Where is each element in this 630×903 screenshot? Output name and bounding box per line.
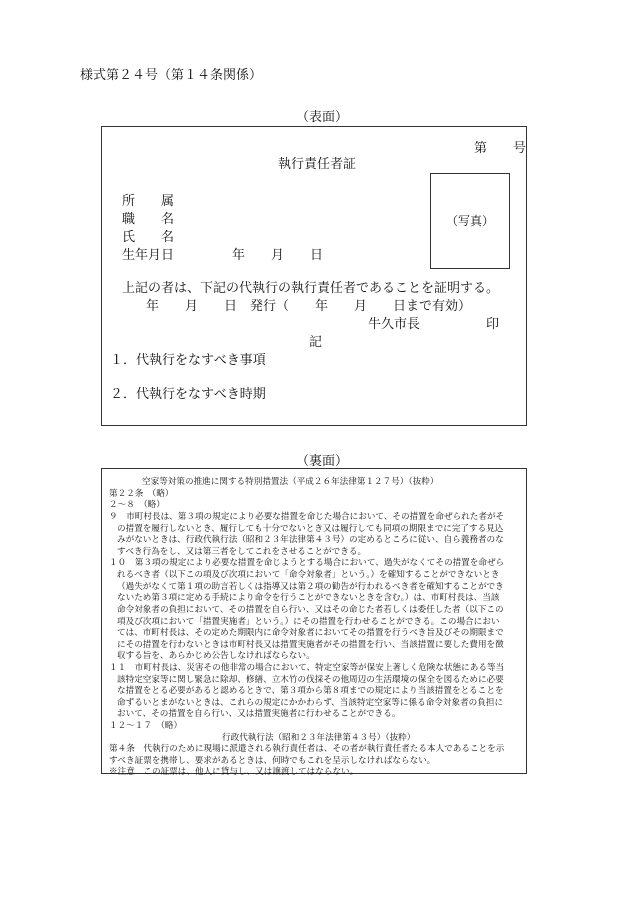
back-line: 命令対象者の負担において、その措置を自ら行い、又はその命じた者若しくは委任した者（以下この [117,605,504,615]
ki-mark: 記 [309,335,323,350]
back-line: の措置を履行しないとき、履行しても十分でないとき又は履行しても同項の期限までに完了する見込 [117,524,504,534]
certificate-title: 執行責任者証 [278,157,357,172]
law-title: 行政代執行法（昭和２３年法律第４３号）（抜粋） [222,733,416,743]
back-line: おいて、その措置を自ら行い、又は措置実施者に行わせることができる。 [117,709,401,719]
back-line: 項及び次項において「措置実施者」という。）にその措置を行わせることができる。この場合におい [117,617,500,627]
field-label-affiliation: 所 属 [122,194,175,209]
back-line: １１ 市町村長は、災害その他非常の場合において、特定空家等が保安上著しく危険な状態にある等当 [109,663,505,673]
field-label-position: 職 名 [122,212,175,227]
field-value-birthdate: 年 月 日 [232,248,324,263]
number-label: 第 号 [474,141,527,156]
back-line: みがないときは、行政代執行法（昭和２３年法律第４３号）の定めるところに従い、自ら義務者のな [117,535,504,545]
law-title: 空家等対策の推進に関する特別措置法（平成２６年法律第１２７号）（抜粋） [142,477,439,487]
field-label-name: 氏 名 [122,230,175,245]
back-line: （過失がなくて第１項の助言若しくは指導又は第２項の勧告が行われるべき者を確知することができ [117,582,504,592]
issue-line: 年 月 日 発行（ 年 月 日まで有効） [146,299,472,314]
photo-label: （写真） [445,214,494,228]
certificate-front [101,126,527,426]
photo-box [430,173,510,269]
back-side-label: （裏面） [296,454,349,469]
seal-mark: 印 [486,317,500,332]
issuer: 牛久市長 [368,317,421,332]
back-line: な措置をとる必要があると認めるときで、第３項から第８項までの規定により当該措置をとることを [117,686,504,696]
certify-text: 上記の者は、下記の代執行の執行責任者であることを証明する。 [122,281,500,296]
item-2: ２．代執行をなすべき時期 [110,387,266,402]
back-line: すべき証票を携帯し、要求があるときは、何時でもこれを呈示しなければならない。 [109,756,436,766]
back-line: １２～１７ （略） [109,721,183,731]
back-line: 第４条 代執行のために現場に派遣される執行責任者は、その者が執行責任者たる本人であることを示 [109,744,505,754]
back-line: すべき行為をし、又は第三者をしてこれをさせることができる。 [117,547,367,557]
back-line: 該特定空家等に関し緊急に除却、修繕、立木竹の伐採その他周辺の生活環境の保全を図るために必要 [117,675,504,685]
field-label-birthdate: 生年月日 [122,248,175,263]
back-line: ては、市町村長は、その定めた期限内に命令対象者においてその措置を行うべき旨及びその期限まで [117,628,504,638]
back-line: ないため第３項に定める手続により命令を行うことができないときを含む。）は、市町村長は、当該 [117,593,500,603]
back-line: ２～８ （略） [109,500,165,510]
front-side-label: （表面） [296,110,349,125]
form-title: 様式第２４号（第１４条関係） [80,68,263,83]
back-line: にその措置を行わないときは市町村長又は措置実施者がその措置を行い、当該措置に要した費用を徴 [117,640,504,650]
back-line: れるべき者（以下この項及び次項において「命令対象者」という。）を確知することができないとき [117,570,500,580]
back-line: 収する旨を、あらかじめ公告しなければならない。 [117,651,315,661]
back-line: 命ずるいとまがないときは、これらの規定にかかわらず、当該特定空家等に係る命令対象者の負担に [117,698,504,708]
caution-note: ※注意 この証票は、他人に貸与し、又は譲渡してはならない。 [109,767,359,777]
back-line: １０ 第３項の規定により必要な措置を命じようとする場合において、過失がなくてその措置を命ぜら [109,558,505,568]
certificate-back [101,468,527,777]
item-1: １．代執行をなすべき事項 [110,353,266,368]
back-line: 第２２条 （略） [109,489,174,499]
back-line: ９ 市町村長は、第３項の規定により必要な措置を命じた場合において、その措置を命ぜられた者がそ [109,512,505,522]
